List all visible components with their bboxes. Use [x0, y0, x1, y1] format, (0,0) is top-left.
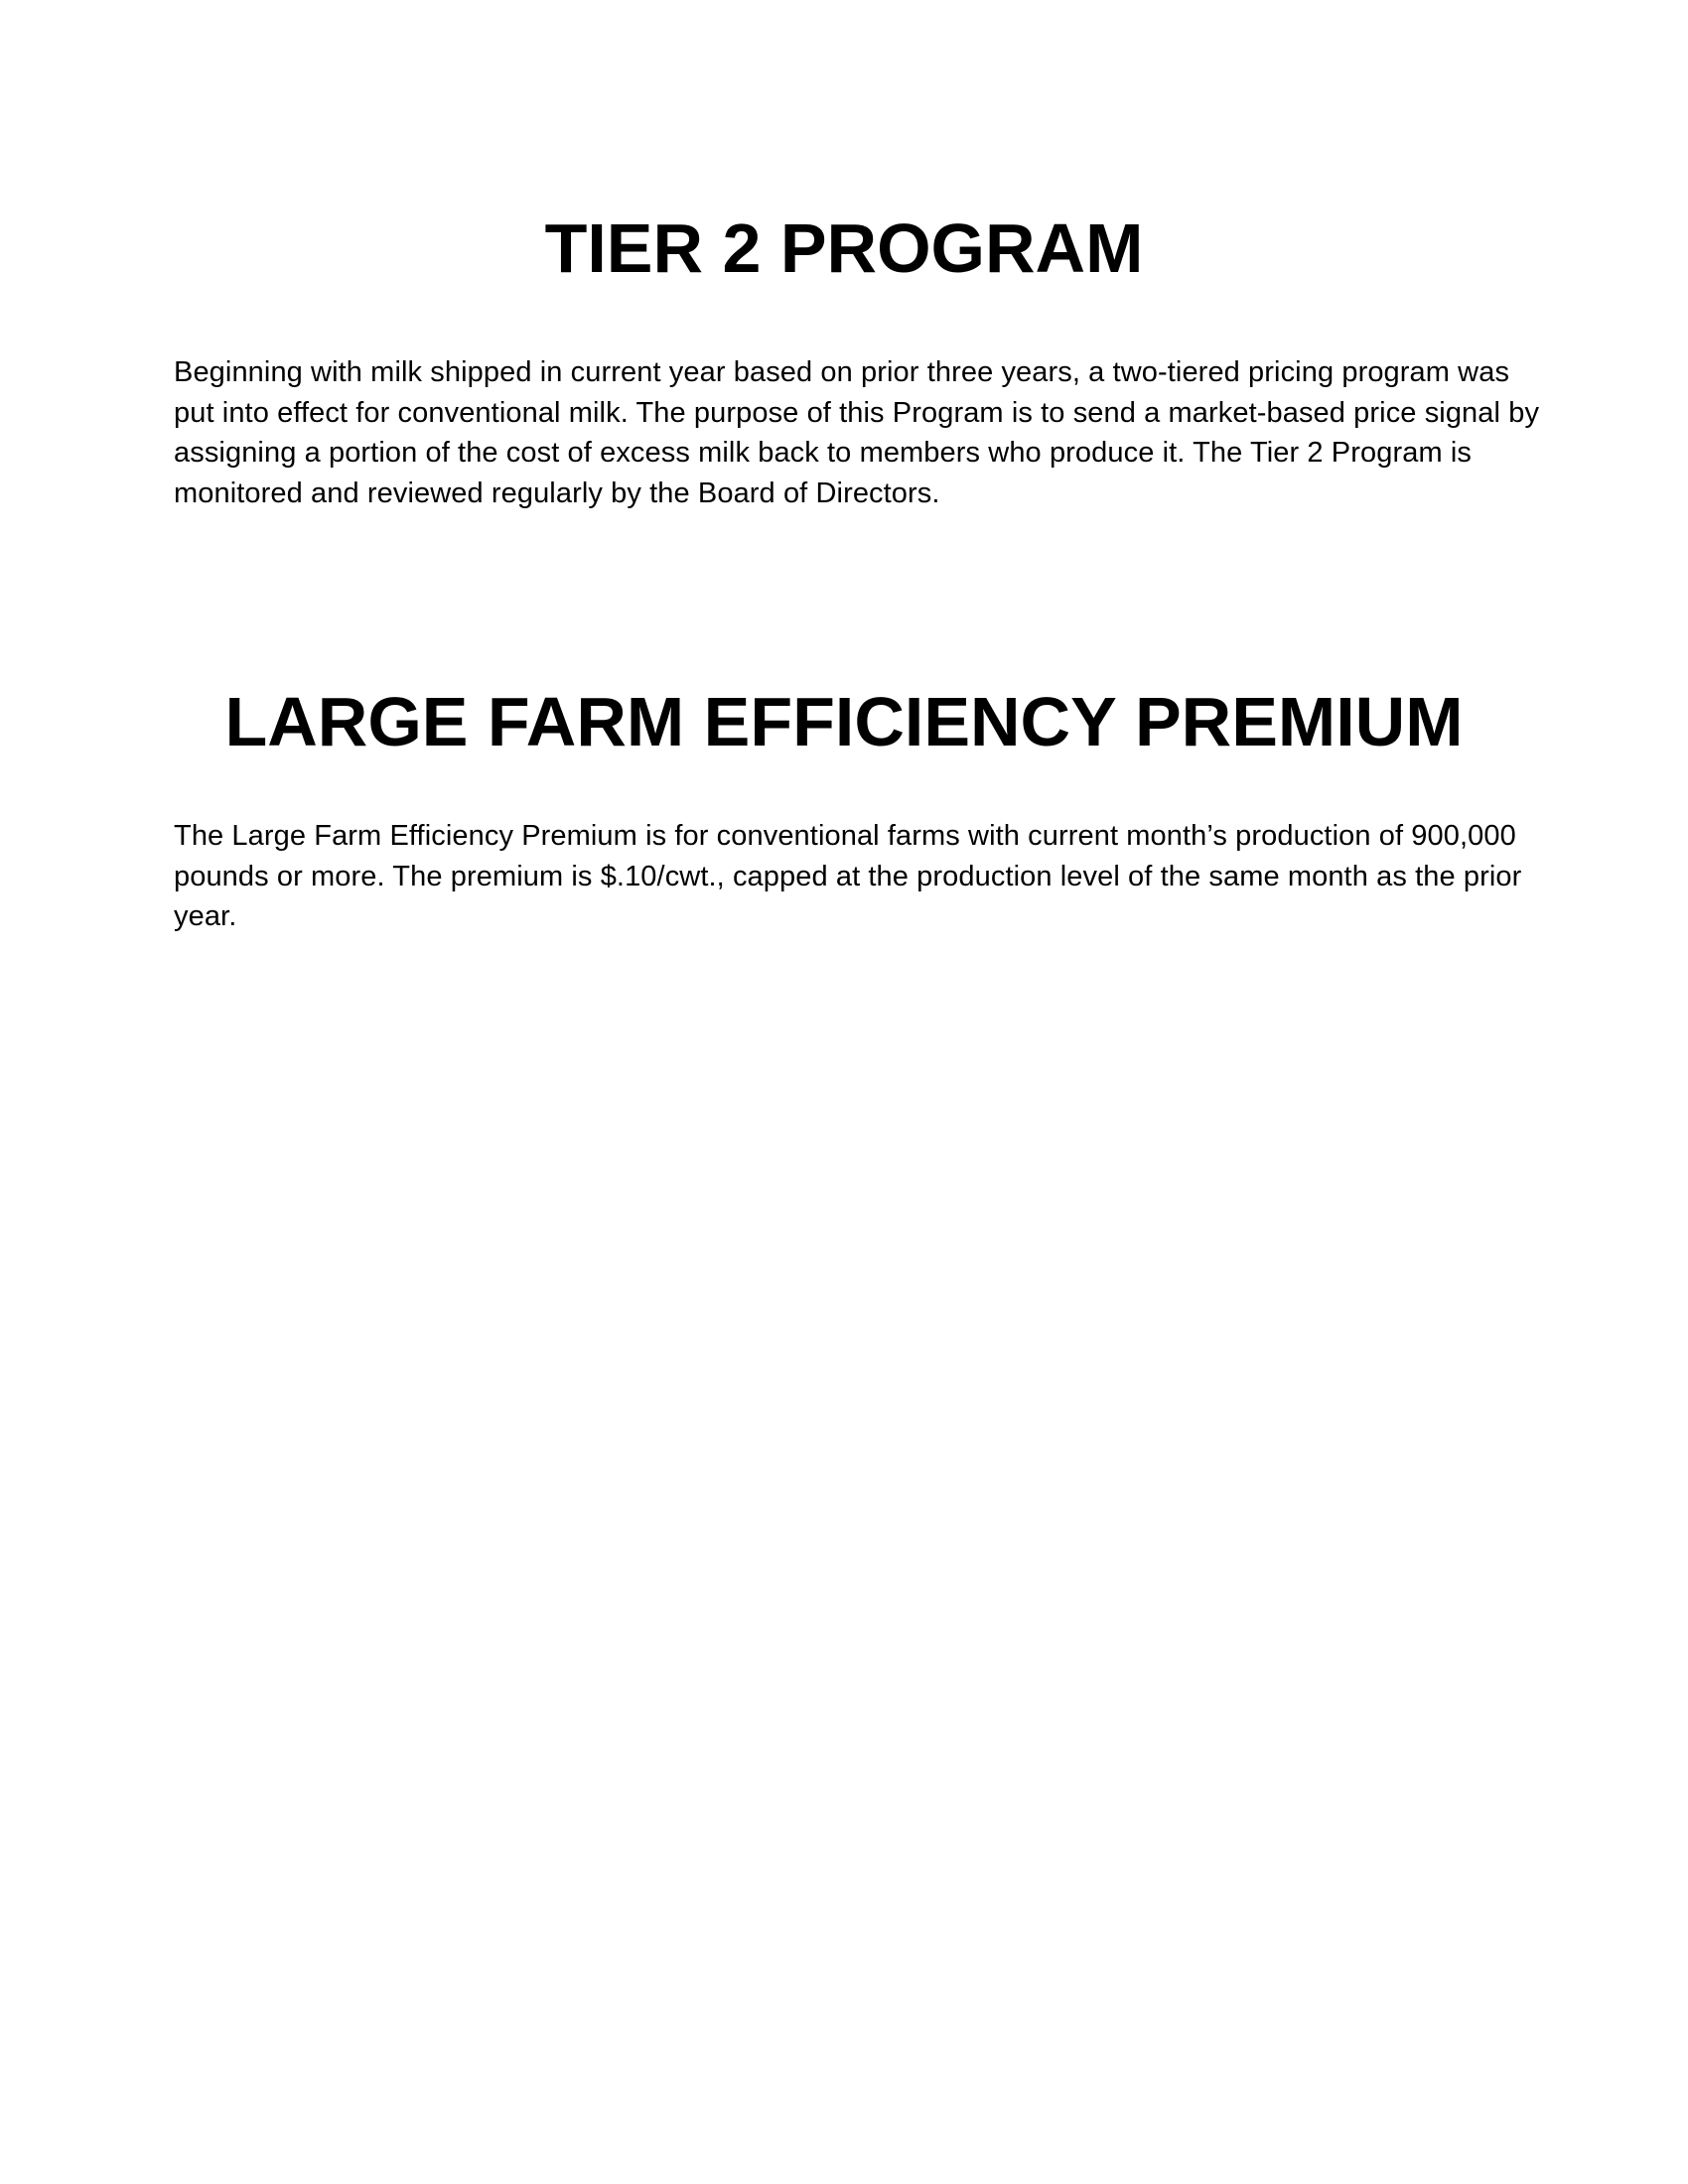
large-farm-efficiency-premium-heading: LARGE FARM EFFICIENCY PREMIUM [224, 683, 1464, 760]
tier-2-program-paragraph: Beginning with milk shipped in current year based on prior three years, a two-tiered pricing program was put into effect for conventional milk. The purpose of this Program is to send a market-based price signal by assigning a portion of the cost of excess milk back to members who produce it. The Tier 2 Program is monitored and reviewed regularly by the Board of Directors. [174, 356, 1540, 509]
large-farm-efficiency-premium-paragraph: The Large Farm Efficiency Premium is for conventional farms with current month’s production of 900,000 pounds or more. The premium is $.10/cwt., capped at the production level of the same month as the prior year. [174, 820, 1522, 932]
tier-2-program-heading: TIER 2 PROGRAM [544, 209, 1144, 287]
